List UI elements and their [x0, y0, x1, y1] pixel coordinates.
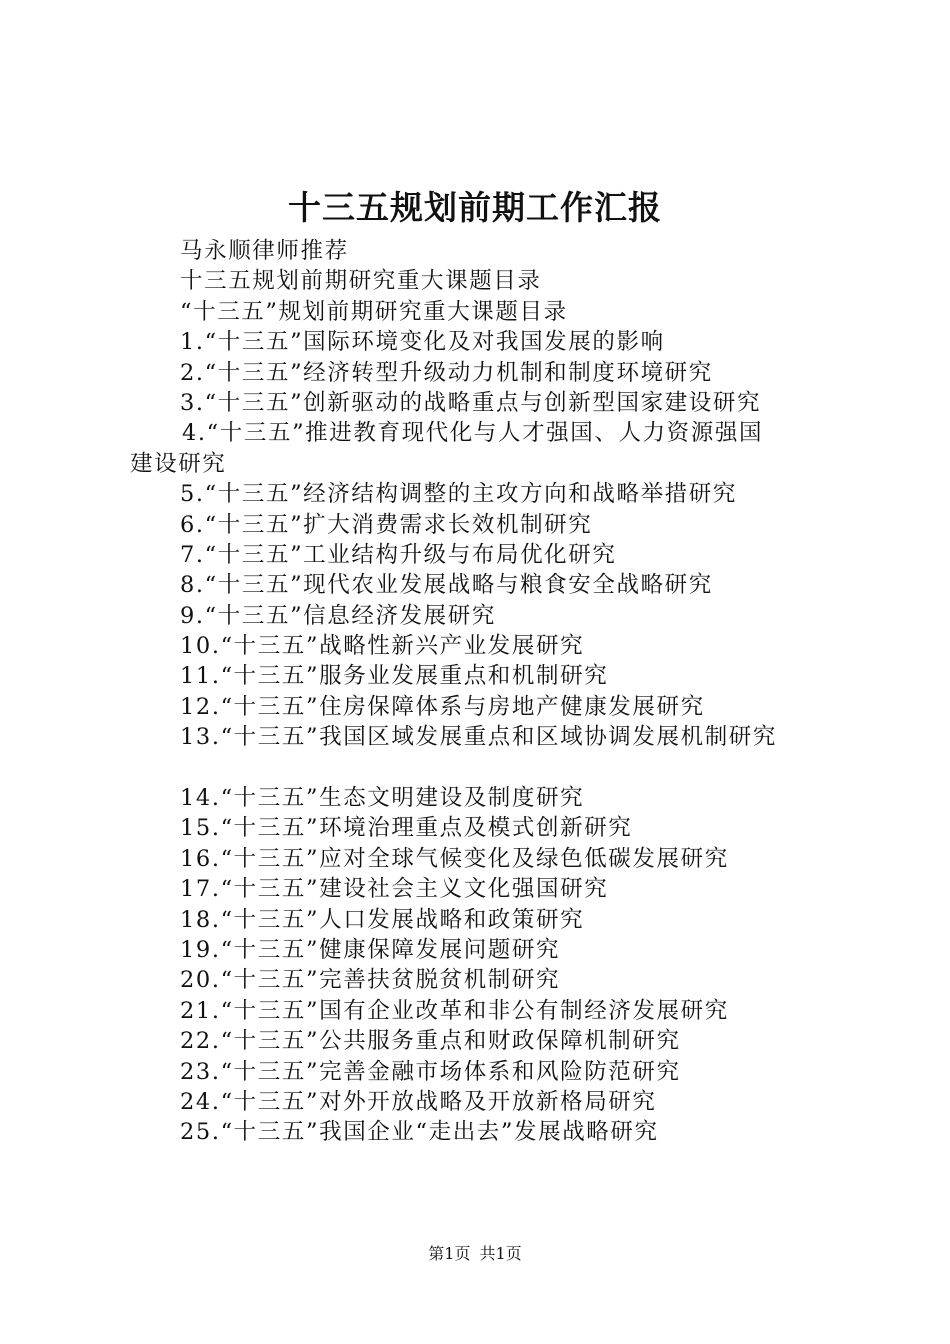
topic-item-1: 1.“十三五”国际环境变化及对我国发展的影响	[180, 329, 665, 356]
topic-item-6: 6.“十三五”扩大消费需求长效机制研究	[180, 511, 593, 538]
page-footer: 第1页 共1页	[428, 1244, 522, 1263]
topic-item-2: 2.“十三五”经济转型升级动力机制和制度环境研究	[180, 359, 713, 386]
topic-item-11: 11.“十三五”服务业发展重点和机制研究	[180, 663, 609, 690]
topic-item-7: 7.“十三五”工业结构升级与布局优化研究	[180, 541, 617, 568]
author-line: 马永顺律师推荐	[180, 238, 349, 264]
topic-item-17: 17.“十三五”建设社会主义文化强国研究	[180, 876, 609, 903]
topic-item-25: 25.“十三五”我国企业“走出去”发展战略研究	[180, 1119, 659, 1146]
topic-item-18: 18.“十三五”人口发展战略和政策研究	[180, 906, 585, 933]
topic-item-4-continued: 建设研究	[130, 450, 227, 477]
topic-item-19: 19.“十三五”健康保障发展问题研究	[180, 936, 561, 963]
topic-item-9: 9.“十三五”信息经济发展研究	[180, 602, 496, 629]
topic-item-13: 13.“十三五”我国区域发展重点和区域协调发展机制研究	[180, 724, 777, 751]
topic-item-8: 8.“十三五”现代农业发展战略与粮食安全战略研究	[180, 572, 713, 599]
topic-item-23: 23.“十三五”完善金融市场体系和风险防范研究	[180, 1058, 681, 1085]
topic-item-12: 12.“十三五”住房保障体系与房地产健康发展研究	[180, 693, 705, 720]
topic-item-14: 14.“十三五”生态文明建设及制度研究	[180, 785, 585, 812]
topic-item-22: 22.“十三五”公共服务重点和财政保障机制研究	[180, 1028, 681, 1055]
topic-item-24: 24.“十三五”对外开放战略及开放新格局研究	[180, 1088, 657, 1115]
topic-item-21: 21.“十三五”国有企业改革和非公有制经济发展研究	[180, 997, 729, 1024]
document-title: 十三五规划前期工作汇报	[288, 188, 662, 227]
topic-item-16: 16.“十三五”应对全球气候变化及绿色低碳发展研究	[180, 845, 729, 872]
catalog-subheading: “十三五”规划前期研究重大课题目录	[180, 298, 568, 325]
topic-item-3: 3.“十三五”创新驱动的战略重点与创新型国家建设研究	[180, 389, 762, 416]
topic-item-20: 20.“十三五”完善扶贫脱贫机制研究	[180, 967, 561, 994]
blank-line	[0, 753, 950, 783]
topic-item-15: 15.“十三五”环境治理重点及模式创新研究	[180, 815, 633, 842]
topic-item-4: 4.“十三五”推进教育现代化与人才强国、人力资源强国	[182, 420, 764, 447]
topic-item-10: 10.“十三五”战略性新兴产业发展研究	[180, 633, 585, 660]
document-body	[0, 236, 950, 1148]
catalog-heading: 十三五规划前期研究重大课题目录	[180, 268, 542, 295]
topic-item-5: 5.“十三五”经济结构调整的主攻方向和战略举措研究	[180, 481, 737, 508]
